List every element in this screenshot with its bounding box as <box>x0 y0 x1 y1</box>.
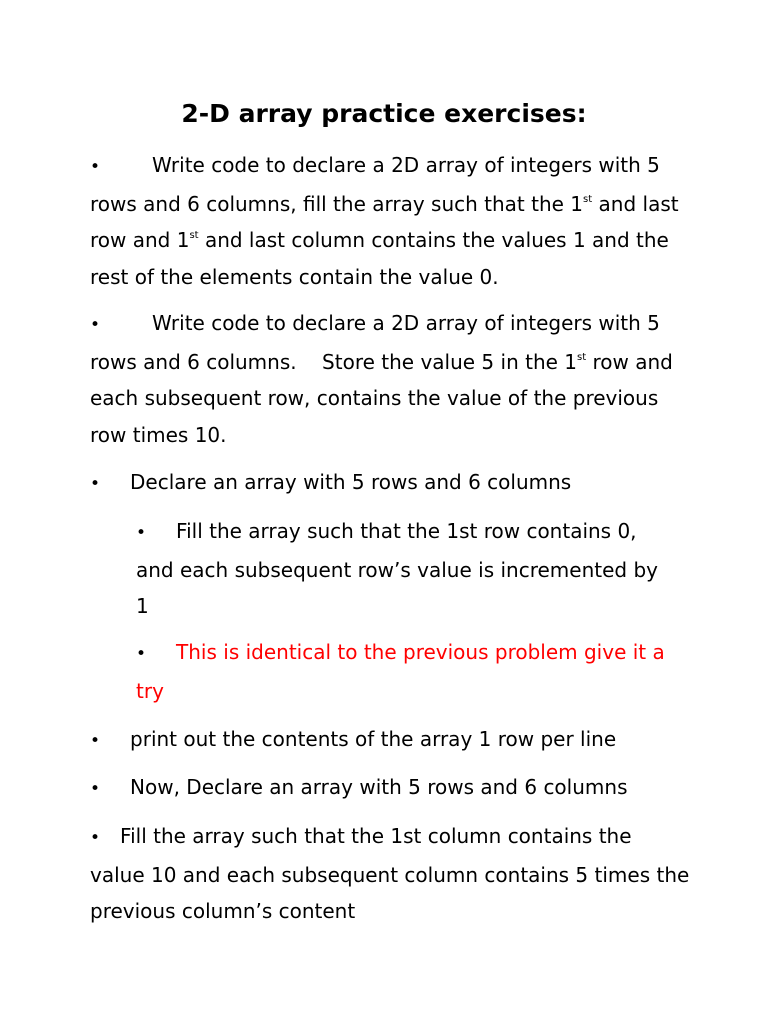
bullet-icon: • <box>90 779 101 799</box>
bullet-icon: • <box>136 523 147 543</box>
exercise-4 <box>90 721 690 760</box>
bullet-icon: • <box>90 474 101 494</box>
exercise-2-text-a: Write code to declare a 2D array of integers with 5 rows and 6 columns. Store the value 5 in the 1 <box>90 311 667 374</box>
exercise-3 <box>90 464 690 503</box>
exercise-5 <box>90 769 690 808</box>
exercise-3-sub-1-text: Fill the array such that the 1st row contains 0, and each subsequent row’s value is incremented by 1 <box>136 519 658 618</box>
exercise-1-text-a: Write code to declare a 2D array of integers with 5 rows and 6 columns, fill the array such that the 1 <box>90 153 660 216</box>
exercise-3-sub-2-text: This is identical to the previous problem give it a try <box>136 640 665 703</box>
exercise-3-text: Declare an array with 5 rows and 6 columns <box>130 470 572 494</box>
bullet-icon: • <box>90 157 101 177</box>
bullet-icon: • <box>90 731 101 751</box>
page-title: 2-D array practice exercises: <box>181 99 587 128</box>
superscript: st <box>577 351 587 363</box>
exercise-4-text: print out the contents of the array 1 row per line <box>130 727 617 751</box>
exercise-6 <box>90 818 690 930</box>
exercise-2 <box>90 305 690 453</box>
exercise-3-sub-2 <box>136 634 676 709</box>
bullet-icon: • <box>136 644 147 664</box>
exercise-1-text-b: and last row and 1 <box>90 191 679 252</box>
exercise-1 <box>90 147 690 295</box>
bullet-icon: • <box>90 315 101 335</box>
exercise-2-text-b: row and each subsequent row, contains the value of the previous row times 10. <box>90 349 673 447</box>
superscript: st <box>583 193 593 205</box>
bullet-icon: • <box>90 828 101 848</box>
exercise-1-text-c: and last column contains the values 1 and the rest of the elements contain the value 0. <box>90 228 669 289</box>
exercise-3-sub-1 <box>136 513 676 625</box>
exercise-5-text: Now, Declare an array with 5 rows and 6 columns <box>130 775 628 799</box>
exercise-6-text: Fill the array such that the 1st column contains the value 10 and each subsequent column contains 5 times the previous column’s content <box>90 824 690 923</box>
superscript: st <box>189 230 199 241</box>
